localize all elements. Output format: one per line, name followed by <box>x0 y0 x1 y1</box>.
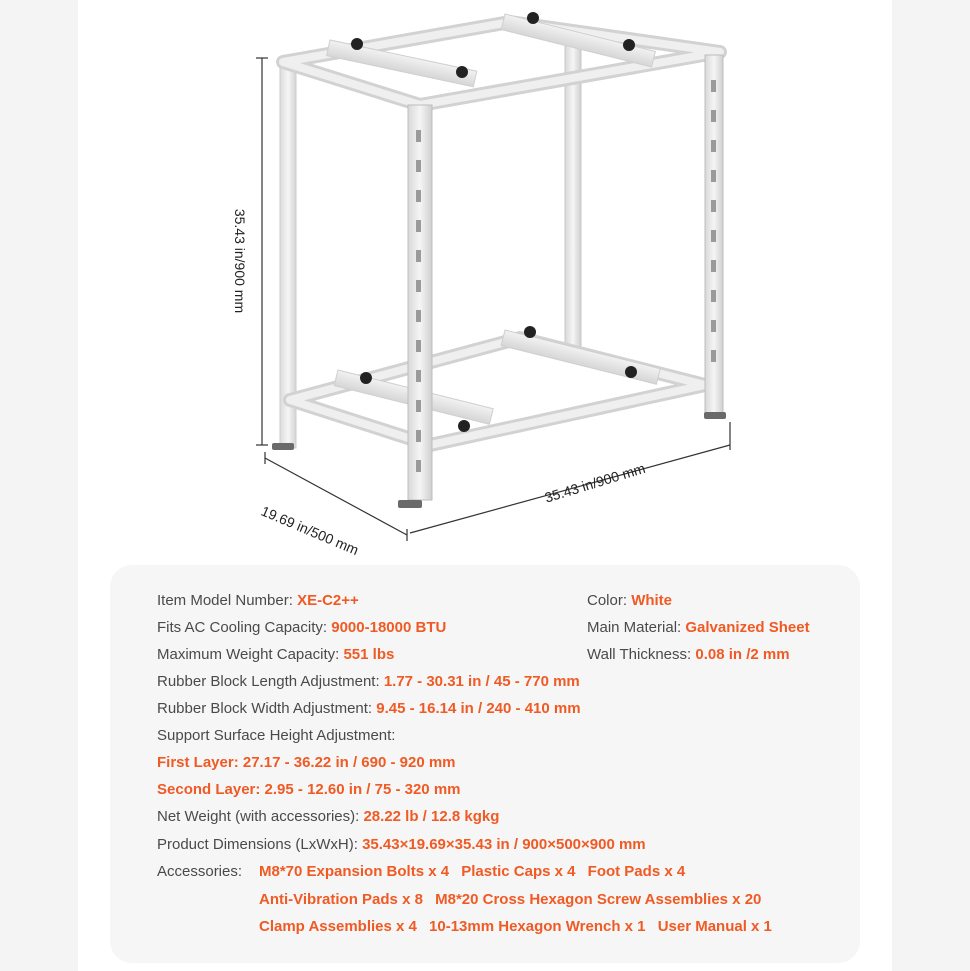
spec-value: Galvanized Sheet <box>685 619 810 636</box>
spec-value: 27.17 - 36.22 in / 690 - 920 mm <box>242 754 456 771</box>
spec-value: 0.08 in /2 mm <box>695 646 790 663</box>
spec-color <box>587 592 672 610</box>
spec-support-height <box>157 727 395 745</box>
accessories-line-3 <box>259 918 772 936</box>
dimension-lines <box>256 58 730 541</box>
spec-label: Color: <box>587 592 628 609</box>
spec-material <box>587 619 810 637</box>
spec-label: Item Model Number: <box>157 592 293 609</box>
spec-value: 551 lbs <box>343 646 395 663</box>
spec-label: Support Surface Height Adjustment: <box>157 727 396 744</box>
spec-label: Maximum Weight Capacity: <box>157 646 340 663</box>
accessory-item: M8*70 Expansion Bolts x 4 <box>259 863 450 880</box>
spec-value: White <box>631 592 673 609</box>
spec-label: Rubber Block Length Adjustment: <box>157 673 380 690</box>
accessories-line-2 <box>259 891 761 909</box>
spec-wall-thickness <box>587 646 790 664</box>
accessories-line-1 <box>259 863 685 881</box>
top-frame <box>283 12 720 105</box>
spec-rubber-length <box>157 673 580 691</box>
spec-net-weight <box>157 808 499 826</box>
spec-rubber-width <box>157 700 581 718</box>
accessory-item: Foot Pads x 4 <box>587 863 686 880</box>
accessory-item: M8*20 Cross Hexagon Screw Assemblies x 20 <box>435 891 762 908</box>
spec-label: Second Layer: <box>157 781 261 798</box>
accessory-item: Clamp Assemblies x 4 <box>259 918 417 935</box>
spec-first-layer <box>157 754 456 772</box>
spec-value: 35.43×19.69×35.43 in / 900×500×900 mm <box>362 836 646 853</box>
spec-value: 1.77 - 30.31 in / 45 - 770 mm <box>383 673 580 690</box>
spec-value: XE-C2++ <box>297 592 359 609</box>
spec-value: 9.45 - 16.14 in / 240 - 410 mm <box>376 700 581 717</box>
spec-label: Product Dimensions (LxWxH): <box>157 836 358 853</box>
spec-value: 2.95 - 12.60 in / 75 - 320 mm <box>264 781 461 798</box>
spec-label: Net Weight (with accessories): <box>157 808 360 825</box>
accessory-item: 10-13mm Hexagon Wrench x 1 <box>429 918 646 935</box>
accessory-item: User Manual x 1 <box>657 918 772 935</box>
spec-label: First Layer: <box>157 754 239 771</box>
depth-dimension-label: 19.69 in/500 mm <box>258 502 362 559</box>
spec-label: Rubber Block Width Adjustment: <box>157 700 373 717</box>
width-dimension-label: 35.43 in/900 mm <box>542 459 648 506</box>
spec-label: Main Material: <box>587 619 682 636</box>
spec-weight-capacity <box>157 646 394 664</box>
bottom-frame <box>290 326 705 445</box>
spec-value: 9000-18000 BTU <box>331 619 447 636</box>
spec-model <box>157 592 359 610</box>
spec-value: 28.22 lb / 12.8 kgkg <box>363 808 500 825</box>
spec-capacity <box>157 619 446 637</box>
spec-label: Wall Thickness: <box>587 646 692 663</box>
spec-label: Fits AC Cooling Capacity: <box>157 619 328 636</box>
spec-second-layer <box>157 781 461 799</box>
spec-product-dimensions <box>157 836 646 854</box>
height-dimension-label: 35.43 in/900 mm <box>232 208 248 314</box>
spec-accessories-label: Accessories: <box>157 863 243 880</box>
accessory-item: Anti-Vibration Pads x 8 <box>259 891 423 908</box>
accessory-item: Plastic Caps x 4 <box>461 863 576 880</box>
